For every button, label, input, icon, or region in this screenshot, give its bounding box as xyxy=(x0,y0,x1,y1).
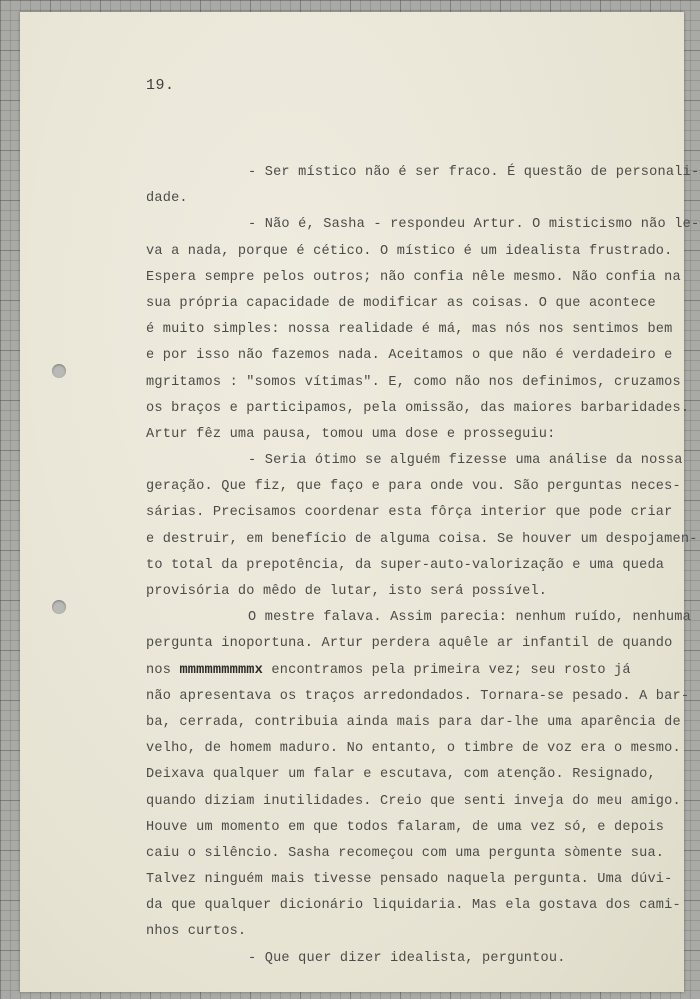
line-text: Deixava qualquer um falar e escutava, com atenção. Resignado, xyxy=(146,767,656,783)
line-text: e por isso não fazemos nada. Aceitamos o que não é verdadeiro e xyxy=(146,348,673,364)
line-text: - Seria ótimo se alguém fizesse uma análise da nossa xyxy=(248,453,683,469)
line-text: Talvez ninguém mais tivesse pensado naquela pergunta. Uma dúvi- xyxy=(146,872,673,888)
text-line xyxy=(146,762,686,788)
text-line xyxy=(146,265,686,291)
line-text: Artur fêz uma pausa, tomou uma dose e prosseguiu: xyxy=(146,426,556,442)
text-line xyxy=(146,736,686,762)
text-line xyxy=(146,893,686,919)
line-text: nhos curtos. xyxy=(146,924,247,940)
text-line xyxy=(146,239,686,265)
line-text: velho, de homem maduro. No entanto, o timbre de voz era o mesmo. xyxy=(146,741,681,757)
text-line xyxy=(146,448,686,474)
line-text: Espera sempre pelos outros; não confia nêle mesmo. Não confia na xyxy=(146,269,681,285)
text-line xyxy=(146,160,700,186)
line-text: sua própria capacidade de modificar as coisas. O que acontece xyxy=(146,295,656,311)
line-text: va a nada, porque é cético. O místico é um idealista frustrado. xyxy=(146,243,673,259)
text-line xyxy=(146,658,686,684)
text-line xyxy=(146,631,686,657)
text-line xyxy=(146,291,686,317)
text-line xyxy=(146,919,686,945)
body-text xyxy=(146,160,700,972)
text-line xyxy=(146,317,686,343)
page-number: 19. xyxy=(146,77,175,94)
text-line xyxy=(146,396,690,422)
text-line xyxy=(146,527,698,553)
text-line xyxy=(146,553,686,579)
line-text: dade. xyxy=(146,191,188,207)
text-line xyxy=(146,841,686,867)
line-text: nos xyxy=(146,662,180,678)
text-line xyxy=(146,579,686,605)
line-text: - Que quer dizer idealista, perguntou. xyxy=(248,950,566,966)
text-line xyxy=(146,186,686,212)
line-text: caiu o silêncio. Sasha recomeçou com uma pergunta sòmente sua. xyxy=(146,845,665,861)
line-text: provisória do mêdo de lutar, isto será possível. xyxy=(146,584,548,599)
punch-hole-upper xyxy=(52,364,66,378)
text-line xyxy=(146,684,690,710)
line-text: to total da prepotência, da super-auto-valorização e uma queda xyxy=(146,557,665,573)
text-line xyxy=(146,343,686,369)
line-text: O mestre falava. Assim parecia: nenhum ruído, nenhuma xyxy=(248,610,691,626)
text-line xyxy=(146,474,686,500)
text-line xyxy=(146,946,686,972)
typewritten-page xyxy=(20,12,700,992)
text-line xyxy=(146,789,686,815)
line-text: os braços e participamos, pela omissão, das maiores barbaridades. xyxy=(146,400,690,416)
line-text: da que qualquer dicionário liquidaria. Mas ela gostava dos cami- xyxy=(146,898,681,914)
line-text: geração. Que fiz, que faço e para onde vou. São perguntas neces- xyxy=(146,479,681,495)
text-line xyxy=(146,605,691,631)
text-line xyxy=(146,422,686,448)
text-line xyxy=(146,710,686,736)
punch-hole-lower xyxy=(52,600,66,614)
line-text-continued: encontramos pela primeira vez; seu rosto já xyxy=(263,662,631,678)
text-line xyxy=(146,867,686,893)
struck-out-text: mmmmmmmmmx xyxy=(179,662,264,678)
line-text: - Não é, Sasha - respondeu Artur. O misticismo não le- xyxy=(248,217,700,233)
text-line xyxy=(146,212,700,238)
text-line xyxy=(146,370,686,396)
line-text: quando diziam inutilidades. Creio que senti inveja do meu amigo. xyxy=(146,793,681,809)
line-text: é muito simples: nossa realidade é má, mas nós nos sentimos bem xyxy=(146,322,673,338)
line-text: Houve um momento em que todos falaram, de uma vez só, e depois xyxy=(146,819,665,835)
line-text: pergunta inoportuna. Artur perdera aquêle ar infantil de quando xyxy=(146,636,673,652)
line-text: ba, cerrada, contribuia ainda mais para dar-lhe uma aparência de xyxy=(146,714,681,730)
line-text: não apresentava os traços arredondados. Tornara-se pesado. A bar- xyxy=(146,688,690,704)
line-text: e destruir, em benefício de alguma coisa. Se houver um despojamen- xyxy=(146,531,698,547)
line-text: sárias. Precisamos coordenar esta fôrça interior que pode criar xyxy=(146,505,673,521)
line-text: - Ser místico não é ser fraco. É questão de personali- xyxy=(248,165,700,180)
text-line xyxy=(146,500,686,526)
text-line xyxy=(146,815,686,841)
line-text: mgritamos : "somos vítimas". E, como não nos definimos, cruzamos xyxy=(146,374,681,390)
